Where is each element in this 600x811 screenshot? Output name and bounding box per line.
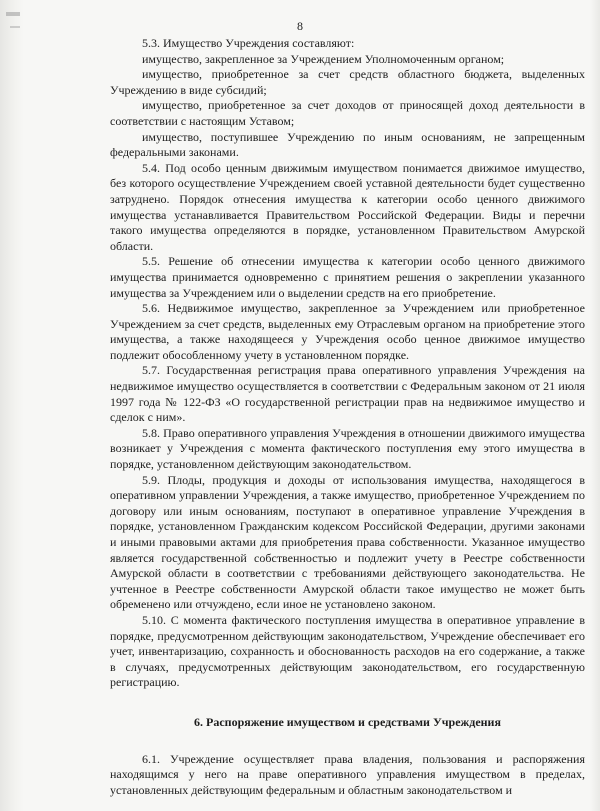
scan-left-edge [0, 0, 24, 811]
paragraph: 5.10. С момента фактического поступления имущества в оперативное управление в порядке, предусмотренном действующим законодательством, Учреждение обеспечивает его учет, инвентаризацию, сохранность и обоснованность расходов на его содержание, а также в случаях, предусмотренных действующим законодательством, его государственную регистрацию. [110, 612, 585, 690]
paragraph: 5.7. Государственная регистрация права оперативного управления Учреждения на недвижимое имущество осуществляется в соответствии с Федеральным законом от 21 июля 1997 года № 122-ФЗ «О государственной регистрации прав на недвижимое имущество и сделок с ним». [110, 363, 585, 425]
paragraph: имущество, поступившее Учреждению по иным основаниям, не запрещенным федеральными законами. [110, 129, 585, 160]
paragraph: 5.6. Недвижимое имущество, закрепленное за Учреждением или приобретенное Учреждением за счет средств, выделенных ему Отраслевым органом на приобретение этого имущества, а также находящееся у Учреждения особо ценное движимое имущество подлежит обособленному учету в установленном порядке. [110, 301, 585, 362]
section-heading: 6. Распоряжение имуществом и средствами Учреждения [194, 714, 501, 729]
document-body [110, 36, 585, 798]
scan-artifact [6, 12, 20, 16]
paragraph: 5.9. Плоды, продукция и доходы от использования имущества, находящегося в оперативном управлении Учреждения, а также имущество, приобретенное Учреждением по договору или иным основаниям, поступают в оперативное управление Учреждения в порядке, установленном Гражданским кодексом Российской Федерации, другими законами и иными правовыми актами для приобретения права собственности. Указанное имущество является государственной собственностью и подлежит учету в Реестре собственности Амурской области в соответствии с требованиями действующего законодательства. Не учтенное в Реестре собственности Амурской области такое имущество не может быть обременено или отчуждено, если иное не установлено законом. [110, 472, 585, 612]
paragraph: 5.4. Под особо ценным движимым имуществом понимается движимое имущество, без которого осуществление Учреждением своей уставной деятельности будет существенно затруднено. Порядок отнесения имущества к категории особо ценного движимого имущества устанавливается Правительством Российской Федерации. Виды и перечни такого имущества определяются в порядке, установленном Правительством Амурской области. [110, 160, 585, 253]
paragraph: имущество, приобретенное за счет средств областного бюджета, выделенных Учреждению в виде субсидий; [110, 67, 585, 97]
paragraph: 5.8. Право оперативного управления Учреждения в отношении движимого имущества возникает у Учреждения с момента фактического поступления ему этого имущества в порядке, установленном действующим законодательством. [110, 425, 585, 472]
paragraph: 5.5. Решение об отнесении имущества к категории особо ценного движимого имущества принимается одновременно с принятием решения о закреплении указанного имущества за Учреждением или о выделении средств на его приобретение. [110, 254, 585, 300]
paragraph: имущество, приобретенное за счет доходов от приносящей доход деятельности в соответствии с настоящим Уставом; [110, 98, 585, 128]
paragraph: 6.1. Учреждение осуществляет права владения, пользования и распоряжения находящимся у него на праве оперативного управления имуществом в пределах, установленных действующим федеральным и областным законодательством и [110, 751, 585, 797]
scan-right-edge [590, 0, 600, 811]
paragraph: 5.3. Имущество Учреждения составляют: [142, 36, 355, 50]
page-number: 8 [297, 19, 303, 33]
paragraph: имущество, закрепленное за Учреждением Уполномоченным органом; [142, 51, 505, 66]
